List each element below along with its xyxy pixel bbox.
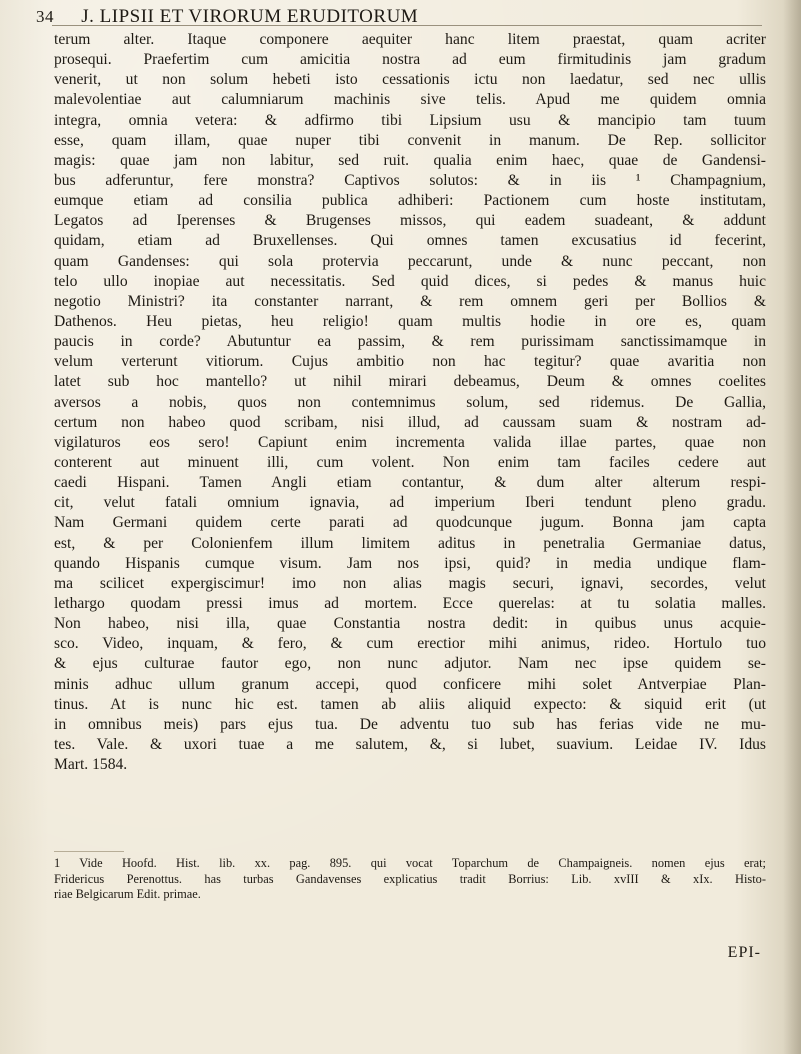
page-number: 34 xyxy=(36,7,54,26)
body-line: bus adferuntur, fere monstra? Captivos solutos: & in iis ¹ Champagnium, xyxy=(54,171,766,189)
body-line: latet sub hoc mantello? ut nihil mirari debeamus, Deum & omnes coelites xyxy=(54,373,766,391)
body-line: certum non habeo quod scribam, nisi illud, ad caussam suam & nostram ad- xyxy=(54,413,766,431)
footnote-rule xyxy=(54,851,124,852)
body-line: minis adhuc ullum granum accepi, quod conficere mihi solet Antverpiae Plan- xyxy=(54,675,766,693)
page-edge-shadow xyxy=(783,0,801,1054)
body-line: quam Gandenses: qui sola protervia peccarunt, unde & nunc peccant, non xyxy=(54,252,766,270)
body-line: integra, omnia vetera: & adfirmo tibi Lipsium usu & mancipio tam tuum xyxy=(54,111,766,129)
body-line: in omnibus meis) pars ejus tua. De adventu tuo sub has ferias vide ne mu- xyxy=(54,715,766,733)
body-line: aversos a nobis, quos non contemnimus solum, sed ridemus. De Gallia, xyxy=(54,393,766,411)
footnotes xyxy=(54,856,766,903)
body-line: esse, quam illam, quae nuper tibi convenit in manum. De Rep. sollicitor xyxy=(54,131,766,149)
footnote-line: 1 Vide Hoofd. Hist. lib. xx. pag. 895. qui vocat Toparchum de Champaigneis. nomen ejus erat; xyxy=(54,856,766,870)
catchword: EPI- xyxy=(727,944,761,961)
body-line: tes. Vale. & uxori tuae a me salutem, &, si lubet, suavium. Leidae IV. Idus xyxy=(54,735,766,753)
body-line: cit, velut fatali omnium ignavia, ad imperium Iberi tendunt pleno gradu. xyxy=(54,494,766,512)
body-line: malevolentiae aut calumniarum machinis sive telis. Apud me quidem omnia xyxy=(54,91,766,109)
body-line: eumque etiam ad consilia publica adhiberi: Pactionem cum hoste institutam, xyxy=(54,192,766,210)
footnote-line: riae Belgicarum Edit. primae. xyxy=(54,887,201,901)
body-line: conterent aut minuent illi, cum volent. Non enim tam faciles cedere aut xyxy=(54,453,766,471)
body-line: vigilaturos eos sero! Capiunt enim incrementa valida illae partes, quae non xyxy=(54,433,766,451)
body-line: tinus. At is nunc hic est. tamen ab aliis aliquid expecto: & siquid erit (ut xyxy=(54,695,766,713)
body-line: Legatos ad Iperenses & Brugenses missos, qui eadem suadeant, & addunt xyxy=(54,212,766,230)
body-line: velum verterunt vitiorum. Cujus ambitio non hac tegitur? quae avaritia non xyxy=(54,353,766,371)
body-line: est, & per Colonienfem illum limitem aditus in penetralia Germaniae datus, xyxy=(54,534,766,552)
body-line: negotio Ministri? ita constanter narrant, & rem omnem geri per Bollios & xyxy=(54,292,766,310)
body-line: lethargo quodam pressi imus ad mortem. Ecce querelas: at tu solatia malles. xyxy=(54,594,766,612)
body-line: quidam, etiam ad Bruxellenses. Qui omnes tamen excusatius id fecerint, xyxy=(54,232,766,250)
body-line: prosequi. Praefertim cum amicitia nostra ad eum firmitudinis jam gradum xyxy=(54,51,766,69)
body-line: caedi Hispani. Tamen Angli etiam contantur, & dum alter alterum respi- xyxy=(54,474,766,492)
running-title: J. LIPSII ET VIRORUM ERUDITORUM xyxy=(81,6,419,27)
footnote-line: Fridericus Perenottus. has turbas Gandavenses explicatius tradit Borrius: Lib. xvIII & xIx. Histo- xyxy=(54,871,766,886)
body-line: & ejus culturae fautor ego, non nunc adjutor. Nam nec ipse quidem se- xyxy=(54,655,766,673)
body-line: magis: quae jam non labitur, sed ruit. qualia enim haec, quae de Gandensi- xyxy=(54,151,766,169)
body-line: paucis in corde? Abutuntur ea passim, & rem purissimam sanctissimamque in xyxy=(54,333,766,351)
letter-body xyxy=(54,30,766,775)
body-line: Nam Germani quidem certe parati ad quodcunque jugum. Bonna jam capta xyxy=(54,514,766,532)
body-line: Non habeo, nisi illa, quae Constantia nostra dedit: in quibus unus acquie- xyxy=(54,615,766,633)
body-line-dateline: Mart. 1584. xyxy=(54,756,128,774)
body-line: Dathenos. Heu pietas, heu religio! quam multis hodie in ore es, quam xyxy=(54,312,766,330)
body-line: sco. Video, inquam, & fero, & cum erectior mihi animus, rideo. Hortulo tuo xyxy=(54,635,766,653)
header-rule xyxy=(52,25,762,26)
body-line: quando Hispanis cumque visum. Jam nos ipsi, quid? in media undique flam- xyxy=(54,554,766,572)
body-line: venerit, ut non solum hebeti isto cessationis ictu non laedatur, sed nec ullis xyxy=(54,71,766,89)
body-line: terum alter. Itaque componere aequiter hanc litem praestat, quam acriter xyxy=(54,31,766,48)
body-line: ma scilicet expergiscimur! imo non alias magis securi, ignavi, secordes, velut xyxy=(54,574,766,592)
body-line: telo ullo inopiae aut necessitatis. Sed quid dices, si pedes & manus huic xyxy=(54,272,766,290)
